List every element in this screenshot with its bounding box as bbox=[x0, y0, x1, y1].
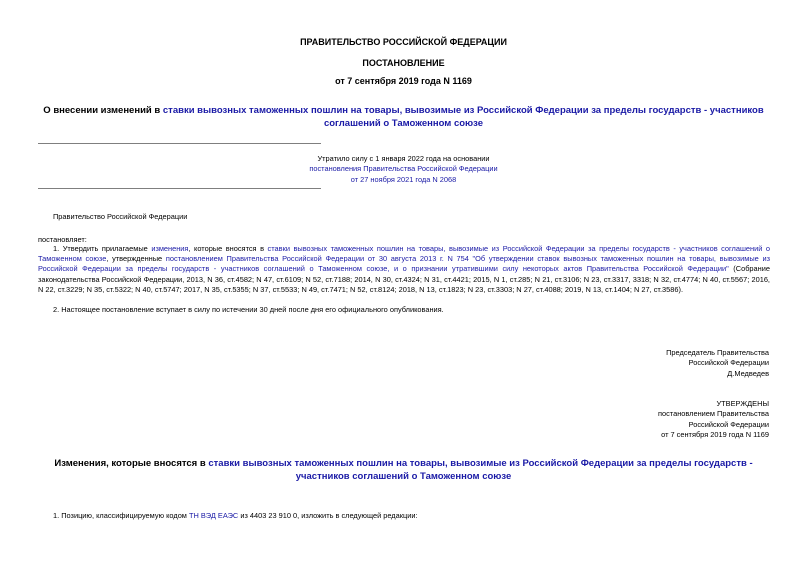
document-title bbox=[36, 105, 771, 130]
position-1-link-tnved[interactable]: ТН ВЭД ЕАЭС bbox=[188, 511, 239, 520]
approved-line4: от 7 сентября 2019 года N 1169 bbox=[661, 429, 769, 439]
repeal-note-line1: Утратило силу с 1 января 2022 года на основании bbox=[317, 154, 490, 163]
item-2-paragraph: 2. Настоящее постановление вступает в силу по истечении 30 дней после дня его официального опубликования. bbox=[53, 305, 444, 314]
document-date-number: от 7 сентября 2019 года N 1169 bbox=[335, 76, 472, 86]
item-1-link-rates[interactable]: ставки вывозных таможенных пошлин на товары, вывозимые из Российской Федерации за пределы государств - участников соглашений о Таможенном союзе bbox=[38, 244, 770, 264]
title-prefix: О внесении изменений в bbox=[43, 105, 163, 116]
item-1-text-1: 1. Утвердить прилагаемые bbox=[53, 244, 152, 253]
item-1-text-2: , которые вносятся в bbox=[188, 244, 268, 253]
approved-line3: Российской Федерации bbox=[688, 419, 769, 429]
item-1-text-4: (Собрание законодательства Российской Федерации, 2013, N 36, ст.4582; N 47, ст.6109; N 52, ст.7188; 2014, N 30, ст.4324; N 31, ст.4421; 2015, N 1, ст.285; N 21, ст.3106; N 23, ст.3317, 3318; N 32, ст.4774; N 40, ст.5567; 2016, N 22, ст.3229; N 35, ст.5322; N 40, ст.5747; 2017, N 35, ст.5355; N 37, ст.5533; N 49, ст.7471; N 52, ст.8124; 2018, N 13, ст.1823; N 23, ст.3303; N 27, ст.4088; 2019, N 13, ст.1404; N 27, ст.3586). bbox=[38, 264, 770, 294]
item-1-link-changes[interactable]: изменения bbox=[151, 244, 189, 253]
approved-line2: постановлением Правительства bbox=[658, 409, 769, 419]
preamble-actor: Правительство Российской Федерации bbox=[53, 212, 188, 221]
government-heading: ПРАВИТЕЛЬСТВО РОССИЙСКОЙ ФЕДЕРАЦИИ bbox=[300, 37, 507, 47]
top-rule bbox=[38, 143, 321, 144]
position-1-text-1: 1. Позицию, классифицируемую кодом bbox=[53, 511, 189, 520]
preamble-decrees: постановляет: bbox=[38, 235, 87, 244]
bottom-rule bbox=[38, 188, 321, 189]
signature-line3: Д.Медведев bbox=[727, 368, 769, 378]
changes-title bbox=[50, 458, 757, 483]
changes-title-link[interactable]: ставки вывозных таможенных пошлин на товары, вывозимые из Российской Федерации за пределы государств - участников соглашений о Таможенном союзе bbox=[208, 458, 753, 482]
changes-title-prefix: Изменения, которые вносятся в bbox=[54, 458, 209, 469]
approved-block bbox=[658, 399, 769, 440]
signature-block bbox=[666, 348, 769, 379]
approved-line1: УТВЕРЖДЕНЫ bbox=[716, 399, 769, 408]
item-1-link-decree-754[interactable]: постановлением Правительства Российской Федерации от 30 августа 2013 г. N 754 "Об утверждении ставок вывозных таможенных пошлин на товары, вывозимые из Российской Федерации за пределы государств - участников соглашений о Таможенном союзе, и о признании утратившими силу некоторых актов Правительства Российской Федерации" bbox=[38, 254, 770, 274]
signature-line2: Российской Федерации bbox=[688, 358, 769, 368]
position-1-paragraph bbox=[53, 511, 418, 521]
signature-line1: Председатель Правительства bbox=[666, 348, 769, 357]
position-1-text-2: из 4403 23 910 0, изложить в следующей редакции: bbox=[238, 511, 418, 520]
title-link[interactable]: ставки вывозных таможенных пошлин на товары, вывозимые из Российской Федерации за пределы государств - участников соглашений о Таможенном союзе bbox=[162, 105, 764, 129]
repeal-note-link-line2[interactable]: постановления Правительства Российской Федерации bbox=[309, 164, 498, 174]
repeal-note-link-line3[interactable]: от 27 ноября 2021 года N 2068 bbox=[350, 174, 457, 184]
item-1-paragraph bbox=[38, 244, 770, 295]
repeal-note bbox=[0, 154, 807, 185]
document-type: ПОСТАНОВЛЕНИЕ bbox=[362, 58, 445, 68]
item-1-text-3: , утвержденные bbox=[106, 254, 166, 264]
